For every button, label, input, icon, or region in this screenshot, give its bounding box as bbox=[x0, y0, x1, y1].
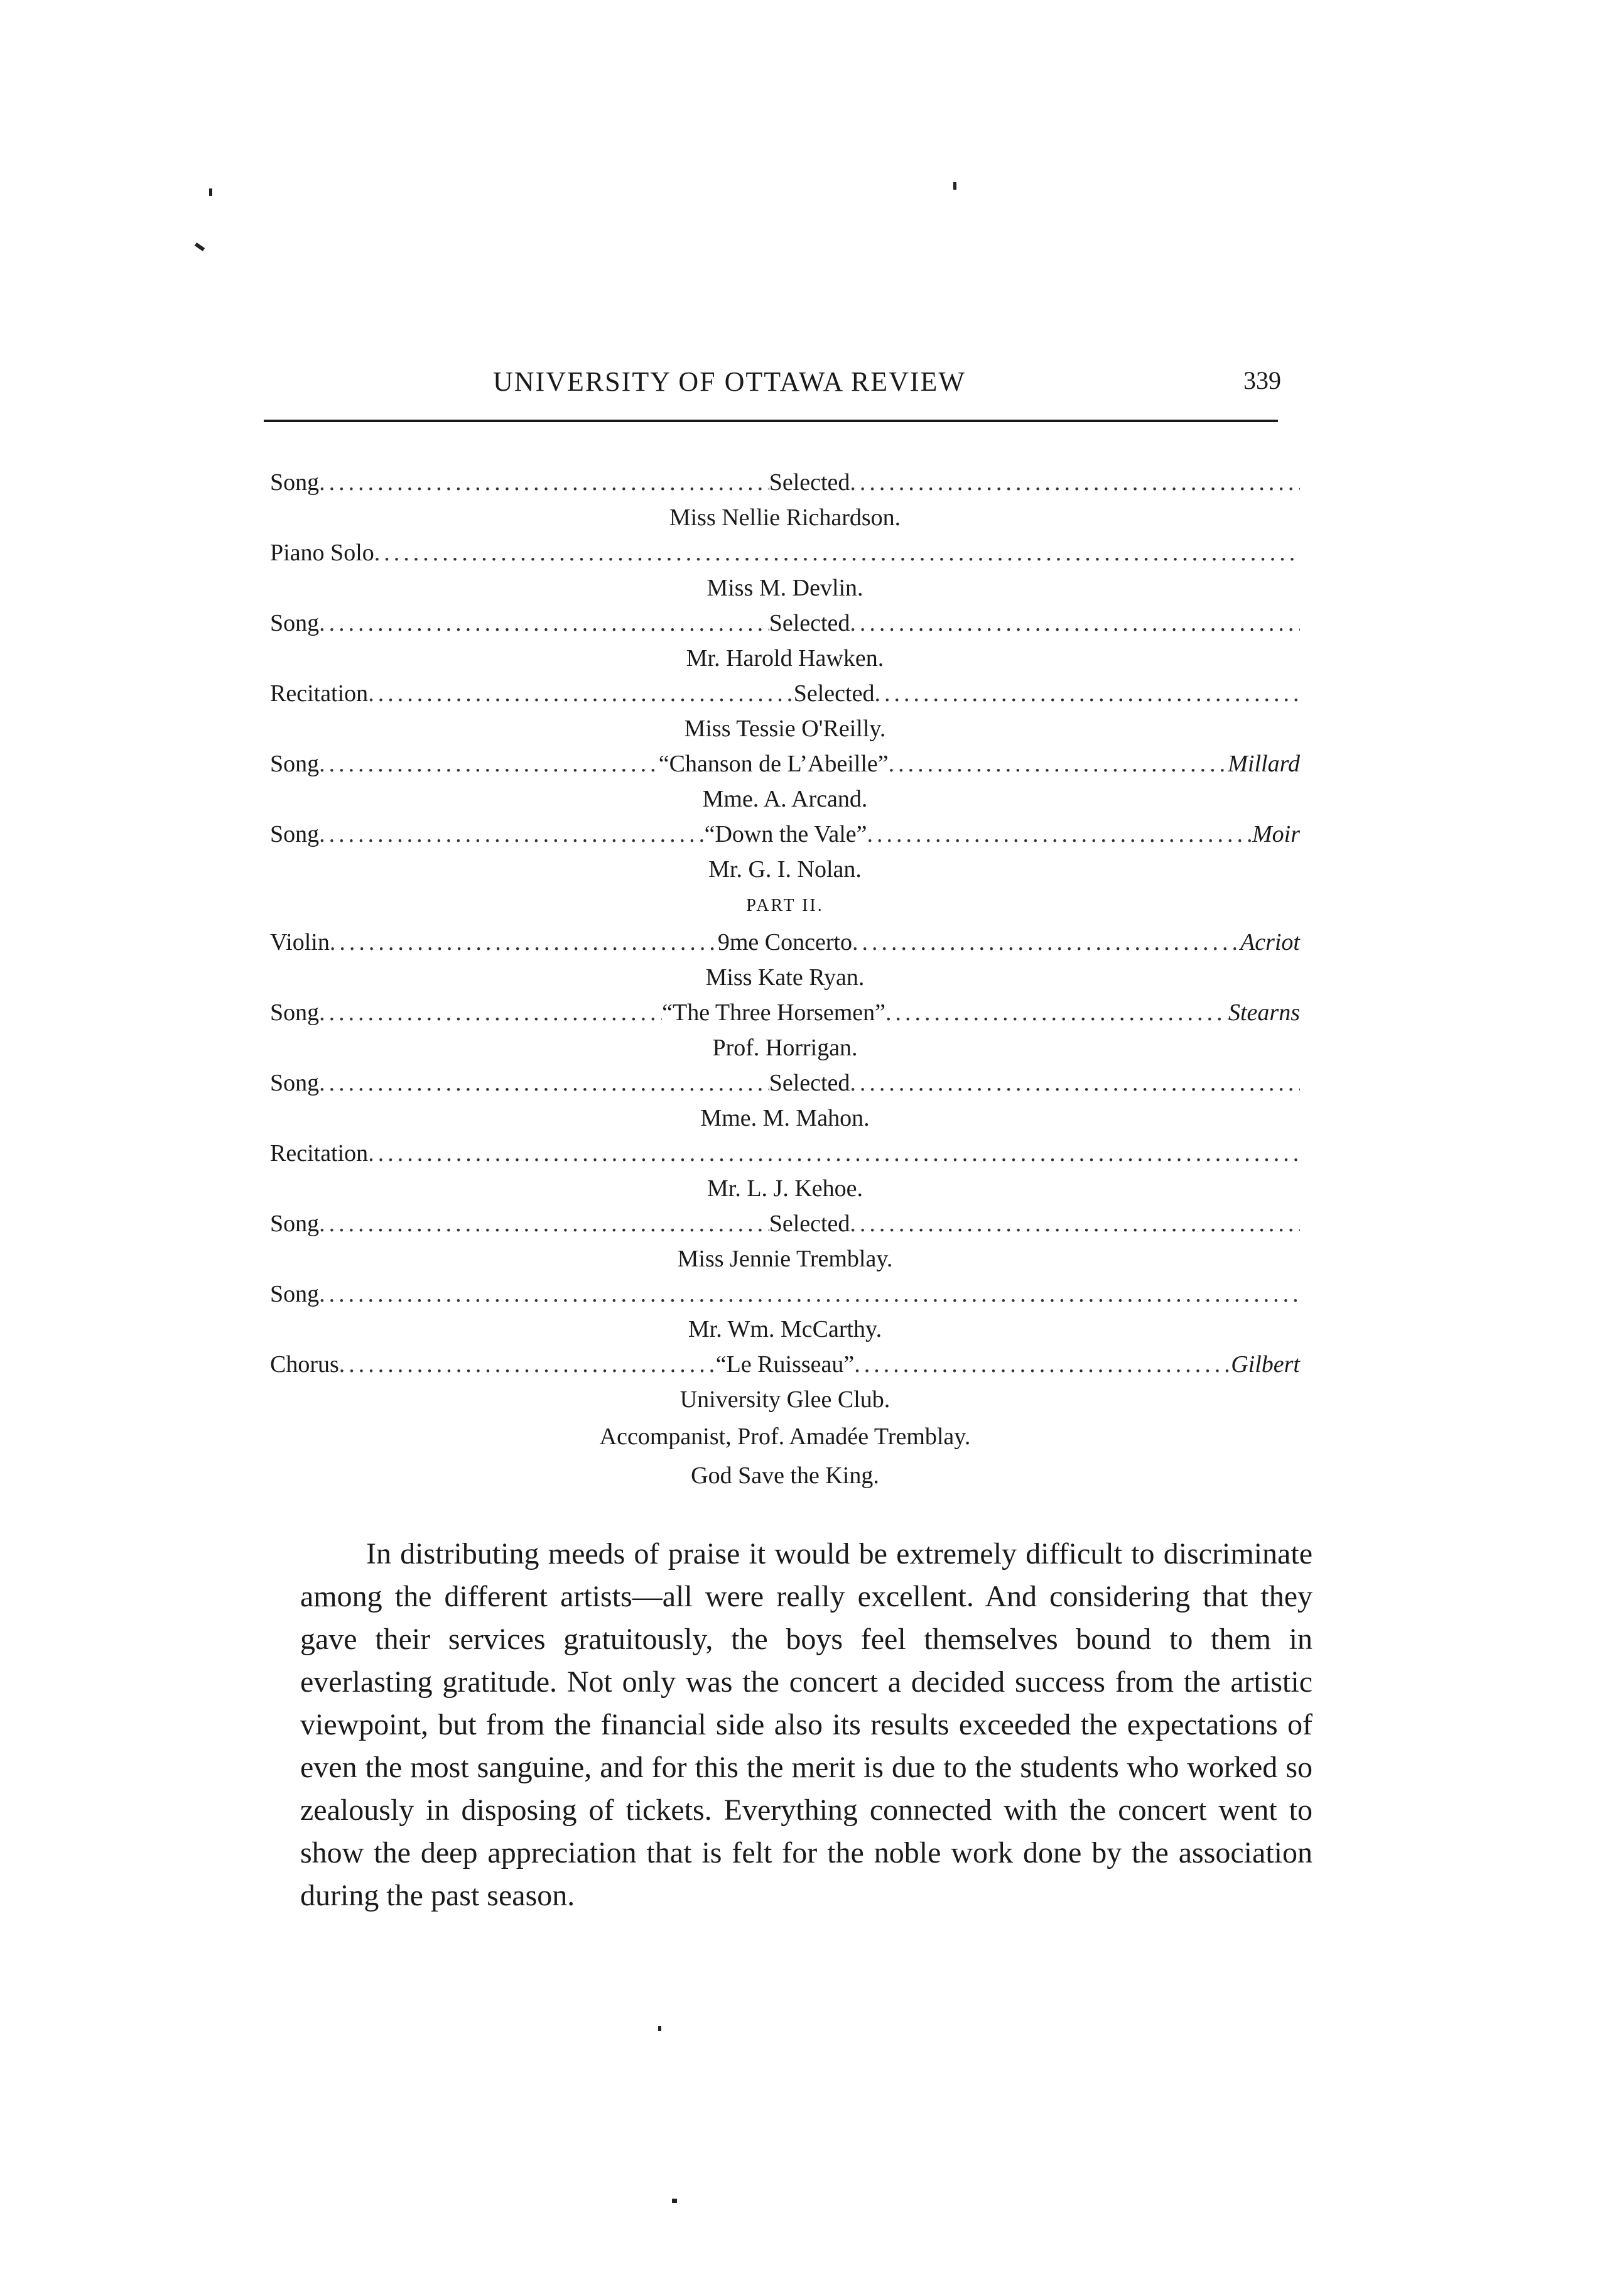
leader-dots bbox=[374, 535, 1300, 570]
leader-dots bbox=[874, 676, 1300, 711]
scan-speck bbox=[195, 242, 205, 251]
leader-dots bbox=[368, 1136, 1300, 1171]
program-piece: “Le Ruisseau” bbox=[715, 1351, 855, 1378]
leader-dots bbox=[319, 995, 662, 1030]
program-composer: Acriot bbox=[1240, 929, 1300, 955]
program-piece: Selected bbox=[769, 610, 850, 636]
header-rule bbox=[264, 420, 1278, 422]
program-entry bbox=[270, 1347, 1300, 1382]
scan-speck bbox=[672, 2199, 677, 2203]
program-number: Song bbox=[270, 610, 320, 636]
program-piece: Selected bbox=[769, 469, 850, 496]
leader-dots bbox=[339, 1347, 716, 1382]
performer: Mr. Harold Hawken. bbox=[686, 645, 884, 672]
program-entry bbox=[270, 995, 1300, 1030]
journal-title: UNIVERSITY OF OTTAWA REVIEW bbox=[493, 366, 966, 397]
program-entry bbox=[270, 746, 1300, 781]
program-composer: Millard bbox=[1228, 751, 1300, 777]
program-entry bbox=[270, 606, 1300, 641]
performer: Miss Tessie O'Reilly. bbox=[684, 715, 886, 742]
scan-speck bbox=[658, 2026, 661, 2031]
leader-dots bbox=[889, 746, 1228, 781]
running-header bbox=[264, 358, 1281, 415]
performer: Mr. Wm. McCarthy. bbox=[688, 1316, 882, 1342]
program-composer: Stearns bbox=[1228, 999, 1300, 1026]
program-piece: “Chanson de L’Abeille” bbox=[658, 751, 889, 777]
performer: Miss Kate Ryan. bbox=[705, 964, 865, 991]
performer: University Glee Club. bbox=[679, 1386, 890, 1413]
program-entry bbox=[270, 1065, 1300, 1101]
program-entry bbox=[270, 535, 1300, 570]
leader-dots bbox=[852, 925, 1240, 960]
program-number: Song bbox=[270, 751, 320, 777]
leader-dots bbox=[850, 1206, 1300, 1241]
program-number: Piano Solo bbox=[270, 540, 374, 566]
leader-dots bbox=[319, 606, 769, 641]
program-entry bbox=[270, 925, 1300, 960]
program-number: Song bbox=[270, 1281, 320, 1307]
performer: Mme. M. Mahon. bbox=[700, 1105, 870, 1131]
part-heading: PART II. bbox=[746, 896, 824, 915]
leader-dots bbox=[319, 1276, 1300, 1312]
page-number: 339 bbox=[1243, 366, 1281, 394]
leader-dots bbox=[368, 676, 794, 711]
scan-speck bbox=[209, 188, 212, 196]
program-number: Recitation bbox=[270, 680, 369, 707]
program-piece: Selected bbox=[769, 1211, 850, 1237]
program-number: Song bbox=[270, 1211, 320, 1237]
program-composer: Moir bbox=[1252, 821, 1300, 847]
program-entry bbox=[270, 676, 1300, 711]
performer: Miss M. Devlin. bbox=[706, 575, 863, 601]
program-number: Song bbox=[270, 821, 320, 847]
program-piece: Selected bbox=[769, 1070, 850, 1096]
program-entry bbox=[270, 1206, 1300, 1241]
accompanist-credit: Accompanist, Prof. Amadée Tremblay. bbox=[599, 1423, 971, 1450]
concert-program bbox=[270, 465, 1300, 1495]
body-paragraph: In distributing meeds of praise it would be extremely difficult to discriminate among the different artists—all were really excellent. And considering that they gave their services gratuitously, the boys feel themselves bound to them in everlasting gratitude. Not only was the concert a decided success from the artistic viewpoint, but from the financial side also its results exceeded the expectations of even the most sanguine, and for this the merit is due to the students who worked so zealously in disposing of tickets. Everything connected with the concert went to show the deep appreciation that is felt for the noble work done by the association during the past season. bbox=[300, 1537, 1312, 1912]
leader-dots bbox=[867, 817, 1252, 852]
leader-dots bbox=[850, 465, 1300, 500]
leader-dots bbox=[885, 995, 1228, 1030]
leader-dots bbox=[319, 1206, 769, 1241]
leader-dots bbox=[850, 1065, 1300, 1101]
program-piece: “Down the Vale” bbox=[704, 821, 867, 847]
leader-dots bbox=[319, 1065, 769, 1101]
leader-dots bbox=[330, 925, 718, 960]
leader-dots bbox=[854, 1347, 1231, 1382]
leader-dots bbox=[319, 746, 659, 781]
program-piece: Selected bbox=[793, 680, 875, 707]
program-number: Song bbox=[270, 469, 320, 496]
program-number: Song bbox=[270, 1070, 320, 1096]
program-entry bbox=[270, 1136, 1300, 1171]
program-entry bbox=[270, 465, 1300, 500]
article-body bbox=[300, 1533, 1312, 1917]
program-composer: Gilbert bbox=[1231, 1351, 1300, 1378]
program-number: Chorus bbox=[270, 1351, 339, 1378]
leader-dots bbox=[319, 817, 704, 852]
performer: Mr. G. I. Nolan. bbox=[708, 856, 862, 883]
performer: Mr. L. J. Kehoe. bbox=[706, 1175, 863, 1202]
performer: Miss Nellie Richardson. bbox=[669, 504, 901, 531]
performer: Mme. A. Arcand. bbox=[702, 786, 868, 812]
program-piece: “The Three Horsemen” bbox=[662, 999, 886, 1026]
performer: Prof. Horrigan. bbox=[712, 1035, 858, 1061]
program-number: Song bbox=[270, 999, 320, 1026]
leader-dots bbox=[319, 465, 769, 500]
closing-anthem: God Save the King. bbox=[691, 1462, 879, 1489]
program-entry bbox=[270, 1276, 1300, 1312]
program-number: Recitation bbox=[270, 1140, 369, 1167]
scan-speck bbox=[953, 182, 956, 190]
performer: Miss Jennie Tremblay. bbox=[677, 1246, 893, 1272]
leader-dots bbox=[850, 606, 1300, 641]
program-piece: 9me Concerto bbox=[717, 929, 853, 955]
program-entry bbox=[270, 817, 1300, 852]
program-number: Violin bbox=[270, 929, 330, 955]
